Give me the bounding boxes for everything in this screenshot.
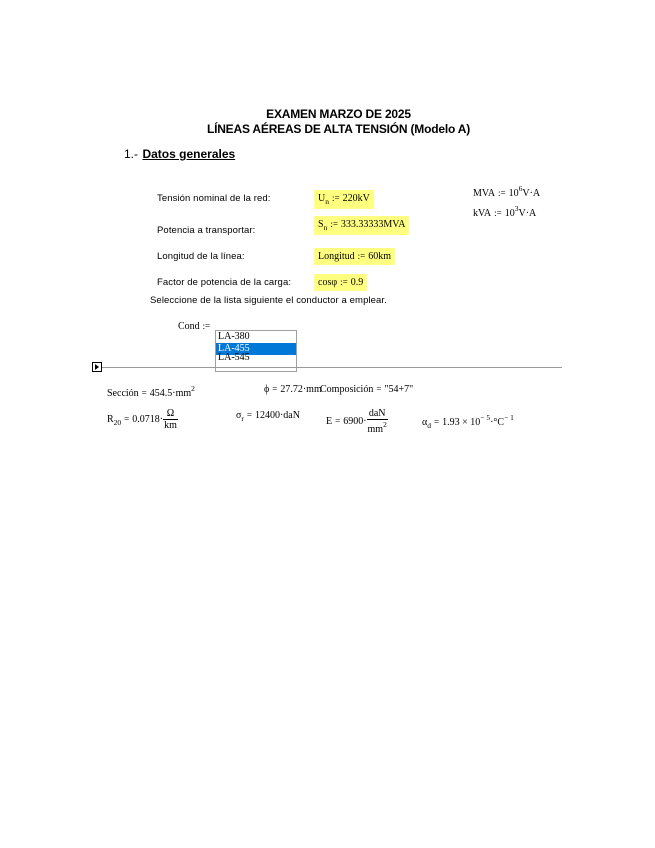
e-fraction [367, 408, 388, 435]
r20-num: Ω [163, 408, 178, 420]
composicion-result [320, 384, 413, 395]
tension-var: U [318, 193, 326, 204]
e-den: mm [367, 424, 384, 435]
comp-eq: = [376, 384, 382, 394]
potencia-assign: := [330, 219, 338, 229]
kva-lhs: kVA [473, 208, 492, 219]
r20-lhs: R [107, 413, 114, 425]
alpha-sub: d [427, 421, 431, 430]
phi-val: 27.72·mm [280, 384, 322, 395]
cond-var: Cond [178, 321, 200, 332]
e-lhs: E [326, 415, 333, 427]
potencia-var: S [318, 219, 324, 230]
seccion-eq: = [141, 388, 147, 398]
expand-arrow-icon [95, 364, 99, 370]
e-den-exp: 2 [383, 420, 387, 429]
e-val: 6900· [343, 415, 367, 427]
kva-base: 10 [504, 208, 515, 219]
section-number: 1.- [124, 147, 139, 161]
page-subtitle: LÍNEAS AÉREAS DE ALTA TENSIÓN (Modelo A) [206, 122, 471, 136]
r20-eq: = [124, 413, 130, 424]
conductor-instruction: Seleccione de la lista siguiente el conductor a emplear. [150, 295, 387, 306]
sigma-eq: = [246, 410, 252, 420]
potencia-sub: n [323, 223, 328, 232]
alpha-exp: − 5 [480, 413, 491, 422]
factor-assign: := [340, 277, 348, 287]
alpha-tail-exp: − 1 [504, 413, 514, 422]
r20-fraction [163, 408, 178, 431]
longitud-assign: := [357, 251, 366, 261]
phi-lhs: ϕ [264, 384, 270, 395]
e-result [326, 408, 388, 435]
phi-eq: = [272, 384, 278, 394]
seccion-result [107, 384, 195, 399]
comp-lhs: Composición [320, 384, 374, 395]
alpha-val: 1.93 × 10 [442, 417, 481, 428]
factor-label: Factor de potencia de la carga: [157, 277, 292, 288]
mva-definition[interactable] [473, 184, 540, 199]
section-heading [124, 145, 235, 163]
kva-definition[interactable] [473, 204, 536, 219]
tension-sub: n [325, 197, 329, 206]
factor-definition[interactable] [314, 274, 367, 291]
comp-val: "54+7" [384, 384, 414, 395]
potencia-definition[interactable] [314, 216, 409, 235]
tension-value: 220kV [342, 193, 370, 204]
e-den-wrap [367, 420, 388, 435]
kva-exp: 3 [514, 204, 519, 213]
kva-tail: V·A [518, 208, 537, 219]
region-expand-toggle[interactable] [92, 362, 102, 372]
longitud-value: 60km [368, 251, 392, 262]
factor-var: cosφ [318, 277, 338, 288]
kva-assign: := [494, 208, 502, 218]
region-divider [102, 367, 562, 368]
conductor-option-selected[interactable]: LA-455 [216, 343, 296, 355]
r20-val: 0.0718· [132, 413, 164, 425]
factor-value: 0.9 [350, 277, 364, 288]
alpha-tail: ·°C [490, 417, 505, 428]
phi-result [264, 384, 322, 395]
alpha-lhs: α [422, 417, 428, 428]
e-eq: = [335, 415, 341, 426]
sigma-val: 12400·daN [254, 410, 300, 421]
r20-sub: 20 [113, 417, 122, 427]
e-num: daN [367, 408, 388, 420]
cond-assign: := [202, 321, 211, 331]
conductor-option[interactable]: LA-380 [218, 331, 250, 342]
potencia-label: Potencia a transportar: [157, 225, 256, 236]
potencia-value: 333.33333MVA [340, 219, 406, 230]
conductor-listbox[interactable] [215, 330, 297, 372]
sigma-sub: r [241, 414, 244, 423]
section-title: Datos generales [142, 147, 236, 161]
tension-label: Tensión nominal de la red: [157, 193, 271, 204]
page-title: EXAMEN MARZO DE 2025 [266, 107, 411, 121]
longitud-var: Longitud [318, 251, 355, 262]
mva-tail: V·A [522, 188, 541, 199]
sigma-result [236, 410, 300, 423]
mva-exp: 6 [518, 184, 523, 193]
sigma-lhs: σ [236, 410, 242, 421]
mva-assign: := [498, 188, 506, 198]
cond-definition [178, 321, 213, 332]
mva-base: 10 [508, 188, 519, 199]
r20-result [107, 408, 178, 431]
alpha-eq: = [434, 417, 440, 427]
r20-den: km [164, 420, 177, 431]
longitud-definition[interactable] [314, 248, 395, 265]
tension-definition[interactable] [314, 190, 374, 209]
tension-assign: := [331, 193, 340, 203]
mva-lhs: MVA [473, 188, 496, 199]
conductor-option[interactable]: LA-545 [218, 352, 250, 363]
alpha-result [422, 413, 514, 430]
seccion-exp: 2 [191, 384, 195, 393]
seccion-val: 454.5·mm [149, 388, 192, 399]
seccion-lhs: Sección [107, 388, 139, 399]
longitud-label: Longitud de la línea: [157, 251, 245, 262]
